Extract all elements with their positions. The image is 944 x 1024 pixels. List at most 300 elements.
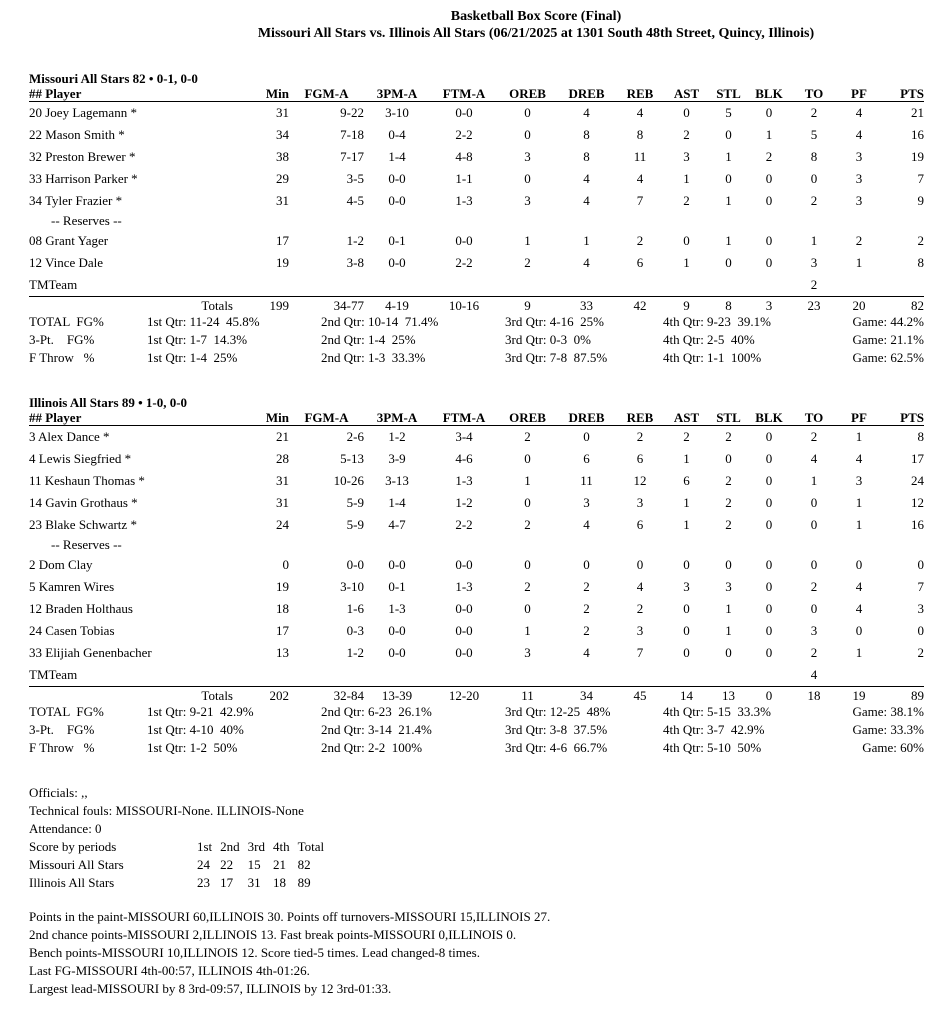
cell-ast: 0	[683, 601, 690, 616]
cell-pts: 16	[911, 127, 924, 142]
pct-q4: 4th Qtr: 3-7 42.9%	[663, 722, 765, 737]
pct-q4: 4th Qtr: 2-5 40%	[663, 332, 755, 347]
cell-oreb: 0	[524, 557, 531, 572]
pct-label: 3-Pt. FG%	[29, 722, 95, 737]
cell-ft: 3-4	[455, 429, 473, 444]
cell-tp: 3PM-A	[364, 87, 430, 102]
reserves-label-row	[29, 536, 924, 554]
periods-team-row	[29, 874, 332, 892]
cell-player: Totals	[29, 687, 237, 706]
cell-player: 23 Blake Schwartz *	[29, 517, 137, 532]
cell-reb	[616, 274, 664, 297]
cell-dreb: 0	[583, 429, 590, 444]
shooting-pct-line	[29, 723, 924, 741]
cell-oreb: 1	[524, 233, 531, 248]
cell-dreb: 6	[583, 451, 590, 466]
cell-ft: 1-3	[455, 579, 473, 594]
cell-reb: 4	[636, 105, 644, 120]
cell-tp: 3-9	[388, 451, 406, 466]
cell-tp	[364, 274, 430, 297]
cell-to: 2	[810, 429, 818, 444]
report-subtitle: Missouri All Stars vs. Illinois All Stars (06/21/2025 at 1301 South 48th Street, Quincy, Illinois)	[257, 26, 815, 41]
cell-blk: 0	[765, 579, 773, 594]
cell-oreb: 0	[524, 451, 531, 466]
cell-min: 19	[276, 255, 289, 270]
note-line: Largest lead-MISSOURI by 8 3rd-09:57, ILLINOIS by 12 3rd-01:33.	[29, 981, 392, 996]
cell-pf: PF	[838, 87, 880, 102]
cell-blk	[748, 664, 790, 687]
cell-pts: 9	[917, 193, 924, 208]
team-row	[29, 664, 924, 687]
cell-tp: 4-7	[388, 517, 406, 532]
cell-pf: 4	[855, 579, 863, 594]
cell-blk: 0	[765, 429, 773, 444]
cell-fg: 2-6	[346, 429, 364, 444]
column-header-row	[29, 411, 924, 426]
cell-pf: 3	[855, 171, 863, 186]
periods-header-row	[29, 838, 332, 856]
pct-q1: 1st Qtr: 4-10 40%	[147, 722, 244, 737]
periods-cell: 18	[273, 875, 287, 890]
cell-reb: 11	[633, 149, 647, 164]
note-line: Points in the paint-MISSOURI 60,ILLINOIS 30. Points off turnovers-MISSOURI 15,ILLINOIS 27.	[29, 909, 551, 924]
cell-pf: 4	[855, 451, 863, 466]
cell-dreb: 2	[583, 579, 590, 594]
cell-min: 199	[237, 297, 289, 316]
cell-reb	[616, 664, 664, 687]
officials: Officials: ,,	[29, 785, 88, 800]
cell-ft: 1-3	[455, 473, 473, 488]
cell-reb: 2	[636, 233, 644, 248]
cell-min: 0	[282, 557, 289, 572]
player-row	[29, 514, 924, 536]
cell-ast: 3	[683, 149, 690, 164]
cell-pf: 1	[855, 429, 863, 444]
shooting-pct-line	[29, 333, 924, 351]
cell-fg: 7-18	[340, 127, 364, 142]
cell-oreb: 2	[524, 255, 531, 270]
cell-ast	[664, 274, 709, 297]
cell-pts: 24	[911, 473, 924, 488]
missouri-box	[29, 72, 924, 369]
cell-pts: 89	[880, 687, 924, 706]
cell-player: TMTeam	[29, 277, 78, 292]
cell-min: 19	[276, 579, 289, 594]
cell-pts: PTS	[880, 411, 924, 426]
cell-pts: 19	[911, 149, 924, 164]
cell-stl: 1	[725, 601, 732, 616]
periods-header-cell: 3rd	[247, 839, 266, 854]
player-row	[29, 230, 924, 252]
cell-ast: 1	[683, 451, 690, 466]
cell-oreb: 0	[524, 127, 531, 142]
pct-q1: 1st Qtr: 1-4 25%	[147, 350, 238, 365]
cell-ast: 0	[683, 623, 690, 638]
attendance: Attendance: 0	[29, 821, 102, 836]
cell-stl: STL	[709, 87, 748, 102]
cell-min	[237, 664, 289, 687]
cell-dreb: 3	[583, 495, 590, 510]
cell-ft: 2-2	[455, 255, 473, 270]
cell-pts: 0	[917, 623, 924, 638]
game-notes	[29, 908, 909, 998]
cell-ft: 0-0	[455, 623, 473, 638]
cell-fg	[289, 664, 364, 687]
pct-q1: 1st Qtr: 1-7 14.3%	[147, 332, 248, 347]
periods-header-cell: Total	[297, 839, 325, 854]
cell-ast: 1	[683, 517, 690, 532]
cell-ft: 1-3	[455, 193, 473, 208]
cell-dreb: 1	[583, 233, 590, 248]
score-by-periods	[29, 838, 332, 892]
cell-to: 2	[810, 105, 818, 120]
cell-dreb: 4	[583, 255, 590, 270]
cell-blk: 0	[765, 623, 773, 638]
cell-fg: 0-0	[346, 557, 364, 572]
cell-oreb: OREB	[498, 411, 557, 426]
periods-header-cell: Score by periods	[29, 839, 117, 854]
cell-player: 12 Braden Holthaus	[29, 601, 133, 616]
player-row	[29, 642, 924, 664]
totals-row	[29, 687, 924, 706]
cell-dreb: 4	[583, 517, 590, 532]
cell-min: 34	[276, 127, 289, 142]
cell-ast: 2	[683, 429, 690, 444]
cell-stl	[709, 664, 748, 687]
cell-pf: PF	[838, 411, 880, 426]
cell-reb: 0	[636, 557, 644, 572]
cell-min: 18	[276, 601, 289, 616]
cell-player: 5 Kamren Wires	[29, 579, 115, 594]
cell-to: 3	[810, 623, 818, 638]
cell-fg: 7-17	[340, 149, 364, 164]
pct-q3: 3rd Qtr: 4-16 25%	[505, 314, 604, 329]
cell-stl: 0	[725, 645, 732, 660]
cell-ft	[430, 274, 498, 297]
cell-ft: 1-2	[455, 495, 473, 510]
cell-pts: 2	[917, 645, 924, 660]
cell-dreb	[557, 664, 616, 687]
cell-dreb	[557, 274, 616, 297]
pct-q3: 3rd Qtr: 0-3 0%	[505, 332, 591, 347]
cell-min: 13	[276, 645, 289, 660]
cell-to: 0	[810, 557, 818, 572]
cell-stl	[709, 274, 748, 297]
pct-q2: 2nd Qtr: 10-14 71.4%	[321, 314, 439, 329]
cell-tp: 13-39	[364, 687, 430, 706]
player-row	[29, 554, 924, 576]
cell-pf: 1	[855, 495, 863, 510]
cell-tp: 0-1	[388, 579, 406, 594]
cell-ast: 1	[683, 495, 690, 510]
cell-ast: 9	[664, 297, 709, 316]
cell-pf: 1	[855, 517, 863, 532]
cell-tp: 0-0	[388, 255, 406, 270]
cell-blk: 0	[765, 451, 773, 466]
cell-pf: 20	[838, 297, 880, 316]
pct-game: Game: 38.1%	[852, 704, 924, 719]
cell-pf: 0	[855, 557, 863, 572]
cell-ft: 12-20	[430, 687, 498, 706]
cell-to: 2	[810, 277, 818, 292]
cell-player: 32 Preston Brewer *	[29, 149, 136, 164]
cell-fg: FGM-A	[289, 87, 364, 102]
cell-dreb: 2	[583, 601, 590, 616]
cell-oreb: 0	[524, 601, 531, 616]
cell-stl: 0	[725, 557, 732, 572]
cell-stl: 1	[725, 149, 732, 164]
cell-pf: 4	[855, 127, 863, 142]
pct-q1: 1st Qtr: 11-24 45.8%	[147, 314, 260, 329]
cell-fg: 5-13	[340, 451, 364, 466]
cell-pts: 17	[911, 451, 924, 466]
cell-fg	[289, 274, 364, 297]
cell-fg: 5-9	[346, 495, 364, 510]
cell-min: 17	[276, 233, 289, 248]
cell-oreb: 2	[524, 517, 531, 532]
cell-reb: 6	[636, 451, 644, 466]
cell-to: 3	[810, 255, 818, 270]
cell-dreb: 4	[583, 193, 590, 208]
periods-cell: 24	[197, 857, 210, 872]
cell-fg: 5-9	[346, 517, 364, 532]
reserves-label-row	[29, 212, 924, 230]
pct-q1: 1st Qtr: 9-21 42.9%	[147, 704, 254, 719]
cell-reb: 42	[616, 297, 664, 316]
cell-pts: 8	[917, 429, 924, 444]
cell-ft: FTM-A	[430, 87, 498, 102]
cell-to: 5	[810, 127, 818, 142]
cell-pts: 7	[917, 171, 924, 186]
player-row	[29, 576, 924, 598]
cell-fg: 9-22	[340, 105, 364, 120]
cell-dreb: 4	[583, 645, 590, 660]
note-line: 2nd chance points-MISSOURI 2,ILLINOIS 13. Fast break points-MISSOURI 0,ILLINOIS 0.	[29, 927, 517, 942]
cell-pts: 7	[917, 579, 924, 594]
cell-tp: 0-1	[388, 233, 406, 248]
cell-ast: 2	[683, 127, 690, 142]
cell-oreb: 2	[524, 579, 531, 594]
team-header: Illinois All Stars 89 • 1-0, 0-0	[29, 395, 188, 410]
cell-ast: AST	[664, 411, 709, 426]
cell-fg: 0-3	[346, 623, 364, 638]
pct-game: Game: 62.5%	[852, 350, 924, 365]
cell-min: 31	[276, 473, 289, 488]
totals-row	[29, 297, 924, 316]
cell-ft: 2-2	[455, 517, 473, 532]
player-row	[29, 146, 924, 168]
pct-label: TOTAL FG%	[29, 704, 104, 719]
cell-blk: 0	[765, 473, 773, 488]
cell-reb: 6	[636, 255, 644, 270]
cell-min: 21	[276, 429, 289, 444]
player-row	[29, 124, 924, 146]
cell-to: 4	[810, 451, 818, 466]
cell-tp: 1-2	[388, 429, 406, 444]
pct-q2: 2nd Qtr: 1-3 33.3%	[321, 350, 426, 365]
cell-tp: 3-13	[385, 473, 409, 488]
periods-cell: 82	[297, 857, 311, 872]
periods-cell: 21	[273, 857, 287, 872]
cell-pf: 4	[855, 601, 863, 616]
cell-stl: 0	[725, 127, 732, 142]
player-row	[29, 168, 924, 190]
cell-min: Min	[237, 87, 289, 102]
cell-ast: 0	[683, 645, 690, 660]
cell-ast: 1	[683, 171, 690, 186]
report-title: Basketball Box Score (Final)	[450, 9, 622, 24]
cell-to: TO	[790, 87, 838, 102]
cell-pts: 2	[917, 233, 924, 248]
cell-ast: 0	[683, 105, 690, 120]
cell-pf: 3	[855, 149, 863, 164]
cell-ft: 4-8	[455, 149, 473, 164]
cell-stl: 1	[725, 233, 732, 248]
cell-oreb: 3	[524, 645, 531, 660]
cell-to: 0	[810, 517, 818, 532]
cell-min: 38	[276, 149, 289, 164]
pct-label: 3-Pt. FG%	[29, 332, 95, 347]
cell-stl: 0	[725, 171, 732, 186]
team-header: Missouri All Stars 82 • 0-1, 0-0	[29, 71, 198, 86]
cell-dreb: 8	[583, 127, 590, 142]
cell-fg: 3-5	[346, 171, 364, 186]
cell-to: 2	[810, 579, 818, 594]
player-row	[29, 492, 924, 514]
cell-dreb: 4	[583, 171, 590, 186]
cell-fg: 1-2	[346, 233, 364, 248]
cell-blk: 0	[748, 687, 790, 706]
box-score-table	[29, 87, 924, 315]
cell-oreb: 0	[524, 171, 531, 186]
cell-dreb: 2	[583, 623, 590, 638]
cell-to: 1	[810, 473, 818, 488]
player-row	[29, 598, 924, 620]
cell-tp: 1-4	[388, 495, 406, 510]
cell-player: 12 Vince Dale	[29, 255, 104, 270]
periods-header-cell: 1st	[197, 839, 213, 854]
cell-tp	[364, 664, 430, 687]
cell-fg: 1-6	[346, 601, 364, 616]
cell-ft	[430, 664, 498, 687]
periods-header-cell: 4th	[273, 839, 290, 854]
cell-stl: 2	[725, 429, 732, 444]
pct-q2: 2nd Qtr: 3-14 21.4%	[321, 722, 432, 737]
cell-pts: 82	[880, 297, 924, 316]
cell-player: TMTeam	[29, 667, 78, 682]
cell-oreb: OREB	[498, 87, 557, 102]
cell-ft: 2-2	[455, 127, 473, 142]
cell-oreb: 2	[524, 429, 531, 444]
pct-game: Game: 60%	[862, 740, 924, 755]
cell-dreb: 34	[557, 687, 616, 706]
cell-min	[237, 274, 289, 297]
cell-to: 23	[790, 297, 838, 316]
cell-stl: 0	[725, 255, 732, 270]
cell-tp: 0-0	[388, 645, 406, 660]
cell-player: ## Player	[29, 411, 237, 426]
cell-tp: 0-4	[388, 127, 406, 142]
cell-min: 202	[237, 687, 289, 706]
cell-player: 33 Harrison Parker *	[29, 171, 138, 186]
cell-dreb: 0	[583, 557, 590, 572]
pct-game: Game: 33.3%	[852, 722, 924, 737]
periods-cell: Illinois All Stars	[29, 875, 115, 890]
cell-oreb: 3	[524, 193, 531, 208]
cell-fg: 3-8	[346, 255, 364, 270]
cell-player: 2 Dom Clay	[29, 557, 93, 572]
pct-q4: 4th Qtr: 9-23 39.1%	[663, 314, 771, 329]
player-row	[29, 102, 924, 125]
cell-tp: 1-3	[388, 601, 406, 616]
cell-to: 0	[810, 171, 818, 186]
periods-header-cell: 2nd	[220, 839, 240, 854]
cell-min: 31	[276, 495, 289, 510]
cell-ft: 0-0	[455, 557, 473, 572]
cell-pts: 3	[917, 601, 924, 616]
cell-pts	[880, 664, 924, 687]
cell-dreb: 4	[583, 105, 590, 120]
cell-oreb: 1	[524, 473, 531, 488]
cell-blk: 0	[765, 255, 773, 270]
cell-blk: 0	[765, 105, 773, 120]
cell-player: ## Player	[29, 87, 237, 102]
cell-pf: 3	[855, 473, 863, 488]
cell-ast: AST	[664, 87, 709, 102]
cell-stl: 13	[709, 687, 748, 706]
cell-tp: 0-0	[388, 623, 406, 638]
cell-ast	[664, 664, 709, 687]
cell-ast: 3	[683, 579, 690, 594]
cell-pf	[838, 274, 880, 297]
player-row	[29, 426, 924, 449]
cell-pf: 1	[855, 645, 863, 660]
pct-q4: 4th Qtr: 5-15 33.3%	[663, 704, 771, 719]
pct-label: TOTAL FG%	[29, 314, 104, 329]
cell-stl: 1	[725, 193, 732, 208]
periods-cell: Missouri All Stars	[29, 857, 124, 872]
player-row	[29, 448, 924, 470]
periods-cell: 17	[220, 875, 234, 890]
cell-player: Totals	[29, 297, 237, 316]
cell-player: 22 Mason Smith *	[29, 127, 125, 142]
cell-pf: 19	[838, 687, 880, 706]
cell-reb: 4	[636, 579, 644, 594]
cell-to: 0	[810, 495, 818, 510]
cell-pf: 2	[855, 233, 863, 248]
periods-cell: 23	[197, 875, 210, 890]
cell-pf: 4	[855, 105, 863, 120]
periods-team-row	[29, 856, 332, 874]
note-line: Last FG-MISSOURI 4th-00:57, ILLINOIS 4th-01:26.	[29, 963, 310, 978]
cell-ast: 2	[683, 193, 690, 208]
cell-ft: 0-0	[455, 105, 473, 120]
cell-pts: 21	[911, 105, 924, 120]
team-row	[29, 274, 924, 297]
cell-to: 0	[810, 601, 818, 616]
cell-pts: 16	[911, 517, 924, 532]
cell-min: 24	[276, 517, 289, 532]
cell-ft: 4-6	[455, 451, 473, 466]
cell-blk: 0	[765, 601, 773, 616]
reserves-label: -- Reserves --	[51, 537, 122, 552]
cell-stl: 8	[709, 297, 748, 316]
cell-min: Min	[237, 411, 289, 426]
report-title-block	[0, 8, 944, 42]
pct-q4: 4th Qtr: 1-1 100%	[663, 350, 762, 365]
cell-player: 4 Lewis Siegfried *	[29, 451, 132, 466]
pct-q2: 2nd Qtr: 2-2 100%	[321, 740, 423, 755]
